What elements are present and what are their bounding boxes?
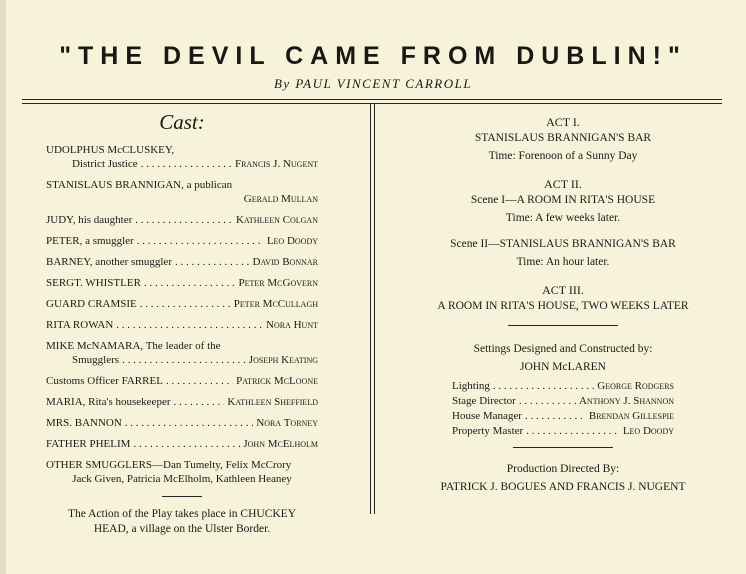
author-byline: By PAUL VINCENT CARROLL bbox=[273, 76, 473, 91]
cast-role: MARIA, Rita's housekeeper bbox=[46, 396, 171, 408]
cast-entry bbox=[46, 437, 318, 451]
cast-role: UDOLPHUS McCLUSKEY, bbox=[46, 144, 175, 156]
cast-entry bbox=[46, 234, 318, 248]
cast-role-detail: District Justice bbox=[72, 158, 138, 170]
cast-role: FATHER PHELIM bbox=[46, 438, 131, 450]
section-divider bbox=[508, 325, 618, 326]
crew-row bbox=[452, 395, 674, 407]
act-time: Time: A few weeks later. bbox=[505, 212, 621, 224]
cast-entry bbox=[46, 374, 318, 388]
production-credit: Production Directed By: bbox=[506, 463, 620, 475]
act-scene: Scene II—STANISLAUS BRANNIGAN'S BAR bbox=[450, 238, 676, 250]
crew-row bbox=[452, 410, 674, 422]
act-heading: ACT I. bbox=[546, 115, 580, 129]
act-time: Time: An hour later. bbox=[516, 256, 610, 268]
cast-actor: Peter McCullagh bbox=[233, 298, 318, 310]
crew-row bbox=[452, 425, 674, 437]
crew-name: Anthony J. Shannon bbox=[578, 395, 674, 407]
cast-entry bbox=[46, 178, 318, 206]
cast-heading: Cast: bbox=[159, 110, 205, 134]
cast-actor: Joseph Keating bbox=[248, 354, 318, 366]
acts-column bbox=[418, 115, 708, 496]
cast-column bbox=[46, 110, 318, 537]
cast-actor: Gerald Mullan bbox=[243, 193, 318, 205]
act-time: Time: Forenoon of a Sunny Day bbox=[488, 150, 638, 162]
cast-entry bbox=[46, 255, 318, 269]
section-divider bbox=[513, 447, 613, 448]
cast-role: BARNEY, another smuggler bbox=[46, 256, 172, 268]
act-scene: A ROOM IN RITA'S HOUSE, TWO WEEKS LATER bbox=[437, 300, 689, 312]
play-setting-note: The Action of the Play takes place in CHUCKEY HEAD, a village on the Ulster Border. bbox=[67, 508, 297, 535]
cast-actor: Nora Torney bbox=[256, 417, 318, 429]
cast-role: STANISLAUS BRANNIGAN, a publican bbox=[46, 179, 233, 191]
cast-entry bbox=[46, 395, 318, 409]
cast-role: JUDY, his daughter bbox=[46, 214, 133, 226]
column-divider-second bbox=[374, 104, 375, 514]
settings-designer: JOHN McLAREN bbox=[520, 361, 606, 373]
crew-name: Leo Doody bbox=[622, 425, 674, 437]
cast-actor: Nora Hunt bbox=[266, 319, 318, 331]
other-smugglers-line: OTHER SMUGGLERS—Dan Tumelty, Felix McCrory bbox=[46, 459, 292, 471]
cast-entry bbox=[46, 318, 318, 332]
crew-role: Stage Director bbox=[452, 395, 516, 407]
cast-actor: John McElholm bbox=[243, 438, 318, 450]
act-heading: ACT II. bbox=[544, 177, 582, 191]
cast-role: RITA ROWAN bbox=[46, 319, 114, 331]
crew-list bbox=[452, 380, 674, 437]
column-divider bbox=[370, 104, 371, 514]
crew-name: George Rodgers bbox=[597, 380, 674, 392]
cast-actor: David Bonnar bbox=[252, 256, 318, 268]
cast-role: PETER, a smuggler bbox=[46, 235, 134, 247]
cast-actor: Patrick McLoone bbox=[236, 375, 318, 387]
cast-entry bbox=[46, 276, 318, 290]
section-divider bbox=[162, 496, 202, 497]
cast-entry bbox=[46, 339, 318, 367]
crew-row bbox=[452, 380, 674, 392]
cast-entry bbox=[46, 143, 318, 171]
cast-entry bbox=[46, 416, 318, 430]
cast-entry bbox=[46, 297, 318, 311]
cast-actor: Leo Doody bbox=[266, 235, 318, 247]
cast-role: GUARD CRAMSIE bbox=[46, 298, 137, 310]
act-scene: Scene I—A ROOM IN RITA'S HOUSE bbox=[470, 194, 656, 206]
crew-role: Property Master bbox=[452, 425, 524, 437]
cast-actor: Francis J. Nugent bbox=[234, 158, 318, 170]
other-smugglers-line: Jack Given, Patricia McElholm, Kathleen Heaney bbox=[72, 473, 292, 485]
act-scene: STANISLAUS BRANNIGAN'S BAR bbox=[474, 132, 652, 144]
cast-role: SERGT. WHISTLER bbox=[46, 277, 141, 289]
cast-actor: Kathleen Colgan bbox=[235, 214, 318, 226]
act-heading: ACT III. bbox=[542, 283, 584, 297]
settings-credit: Settings Designed and Constructed by: bbox=[473, 343, 653, 355]
cast-actor: Kathleen Sheffield bbox=[227, 396, 318, 408]
cast-role: Customs Officer FARREL bbox=[46, 375, 163, 387]
top-divider bbox=[22, 99, 722, 100]
crew-name: Brendan Gillespie bbox=[588, 410, 674, 422]
cast-role: MIKE McNAMARA, The leader of the bbox=[46, 340, 221, 352]
crew-role: House Manager bbox=[452, 410, 522, 422]
other-smugglers bbox=[46, 458, 318, 486]
cast-actor: Peter McGovern bbox=[238, 277, 318, 289]
cast-role-detail: Smugglers bbox=[72, 354, 120, 366]
crew-role: Lighting bbox=[452, 380, 490, 392]
cast-entry bbox=[46, 213, 318, 227]
top-divider-second bbox=[22, 103, 722, 104]
cast-role: MRS. BANNON bbox=[46, 417, 122, 429]
production-directors: PATRICK J. BOGUES AND FRANCIS J. NUGENT bbox=[440, 481, 686, 493]
play-title: "THE DEVIL CAME FROM DUBLIN!" bbox=[59, 42, 687, 70]
